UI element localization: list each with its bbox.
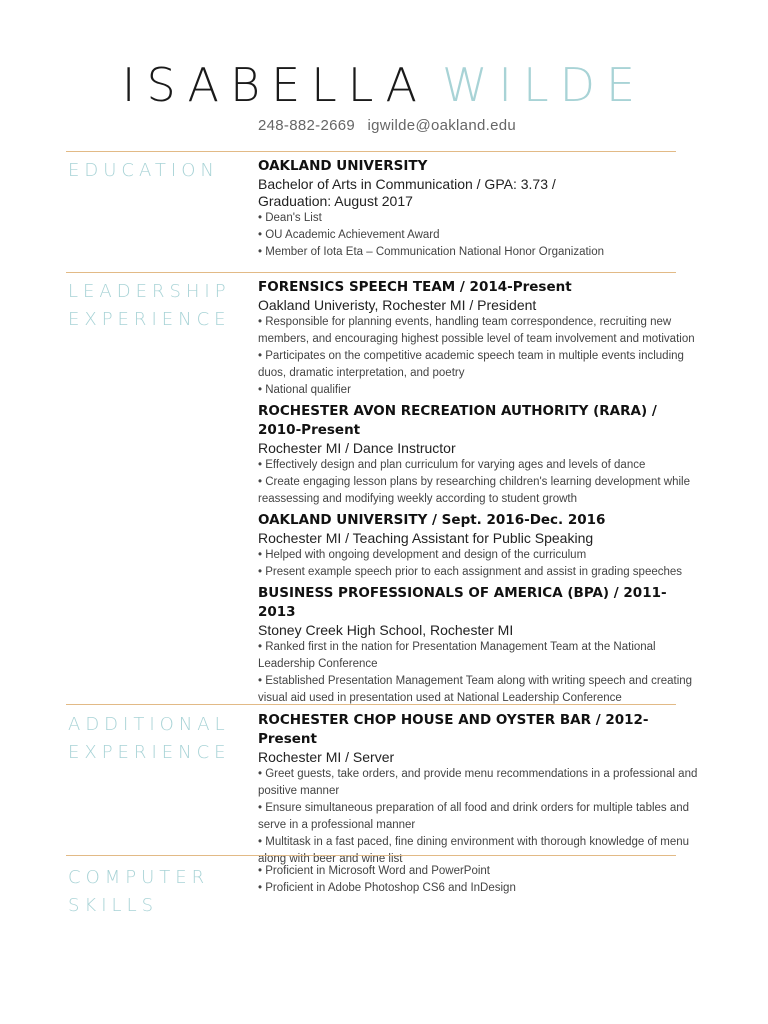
bullet-item: • Participates on the competitive academic speech team in multiple events including duos, dramatic interpretation, and poetry <box>258 348 702 382</box>
phone-number: 248-882-2669 <box>258 117 356 134</box>
bullet-item: • Greet guests, take orders, and provide menu recommendations in a professional and positive manner <box>258 766 702 800</box>
last-name: WILDE <box>441 58 647 112</box>
entry-title: ROCHESTER AVON RECREATION AUTHORITY (RARA) / 2010-Present <box>258 403 657 438</box>
contact-info <box>258 117 516 134</box>
experience-entry <box>258 511 702 581</box>
bullet-item: • Create engaging lesson plans by researching children's learning development while reassessing and modifying weekly according to student growth <box>258 474 702 508</box>
section-leadership <box>258 278 702 710</box>
entry-title: FORENSICS SPEECH TEAM / 2014-Present <box>258 279 572 295</box>
bullet-item: • Ensure simultaneous preparation of all food and drink orders for multiple tables and serve in a professional manner <box>258 800 702 834</box>
bullet-item: • Proficient in Microsoft Word and PowerPoint <box>258 863 702 880</box>
section-label-education <box>68 157 219 185</box>
divider-additional <box>66 704 676 705</box>
entry-title: OAKLAND UNIVERSITY / Sept. 2016-Dec. 2016 <box>258 512 606 528</box>
experience-entry <box>258 157 702 261</box>
first-name: ISABELLA <box>121 58 428 112</box>
section-label-line: EDUCATION <box>68 160 219 181</box>
experience-entry <box>258 584 702 707</box>
section-label-line: SKILLS <box>68 895 159 916</box>
divider-education <box>66 151 676 152</box>
section-education <box>258 157 702 264</box>
entry-title: OAKLAND UNIVERSITY <box>258 158 428 174</box>
section-label-leadership <box>68 278 231 334</box>
bullet-item: • Multitask in a fast paced, fine dining environment with thorough knowledge of menu along with beer and wine list <box>258 834 702 868</box>
section-skills <box>258 863 702 900</box>
section-label-line: EXPERIENCE <box>68 742 231 763</box>
section-label-line: LEADERSHIP <box>68 281 231 302</box>
section-label-line: EXPERIENCE <box>68 309 231 330</box>
entry-subtitle: Rochester MI / Server <box>258 749 395 765</box>
entry-subtitle: Rochester MI / Teaching Assistant for Public Speaking <box>258 530 594 546</box>
divider-skills <box>66 855 676 856</box>
email-address: igwilde@oakland.edu <box>367 117 517 134</box>
bullet-item: • Member of Iota Eta – Communication National Honor Organization <box>258 244 702 261</box>
bullet-item: • Proficient in Adobe Photoshop CS6 and InDesign <box>258 880 702 897</box>
section-additional <box>258 711 702 871</box>
bullet-item: • Ranked first in the nation for Presentation Management Team at the National Leadership Conference <box>258 639 702 673</box>
bullet-item: • Dean's List <box>258 210 702 227</box>
experience-entry <box>258 711 702 868</box>
experience-entry <box>258 278 702 399</box>
entry-subtitle: Oakland Univeristy, Rochester MI / President <box>258 297 537 313</box>
candidate-name <box>0 58 768 112</box>
section-label-line: ADDITIONAL <box>68 714 230 735</box>
section-label-skills <box>68 864 209 920</box>
section-label-line: COMPUTER <box>68 867 210 888</box>
entry-title: ROCHESTER CHOP HOUSE AND OYSTER BAR / 2012-Present <box>258 712 649 747</box>
bullet-item: • OU Academic Achievement Award <box>258 227 702 244</box>
section-label-additional <box>68 711 231 767</box>
entry-subtitle: Rochester MI / Dance Instructor <box>258 440 456 456</box>
entry-subtitle: Graduation: August 2017 <box>258 193 413 209</box>
bullet-item: • Present example speech prior to each assignment and assist in grading speeches <box>258 564 702 581</box>
bullet-item: • Responsible for planning events, handling team correspondence, recruiting new members, and encouraging highest possible level of team involvement and motivation <box>258 314 702 348</box>
entry-subtitle: Stoney Creek High School, Rochester MI <box>258 622 514 638</box>
entry-title: BUSINESS PROFESSIONALS OF AMERICA (BPA) / 2011-2013 <box>258 585 667 620</box>
experience-entry <box>258 863 702 897</box>
bullet-item: • National qualifier <box>258 382 702 399</box>
entry-subtitle: Bachelor of Arts in Communication / GPA: 3.73 / <box>258 176 556 192</box>
divider-leadership <box>66 272 676 273</box>
experience-entry <box>258 402 702 508</box>
bullet-item: • Helped with ongoing development and design of the curriculum <box>258 547 702 564</box>
bullet-item: • Effectively design and plan curriculum for varying ages and levels of dance <box>258 457 702 474</box>
bullet-item: • Established Presentation Management Team along with writing speech and creating visual aid used in presentation used at National Leadership Conference <box>258 673 702 707</box>
